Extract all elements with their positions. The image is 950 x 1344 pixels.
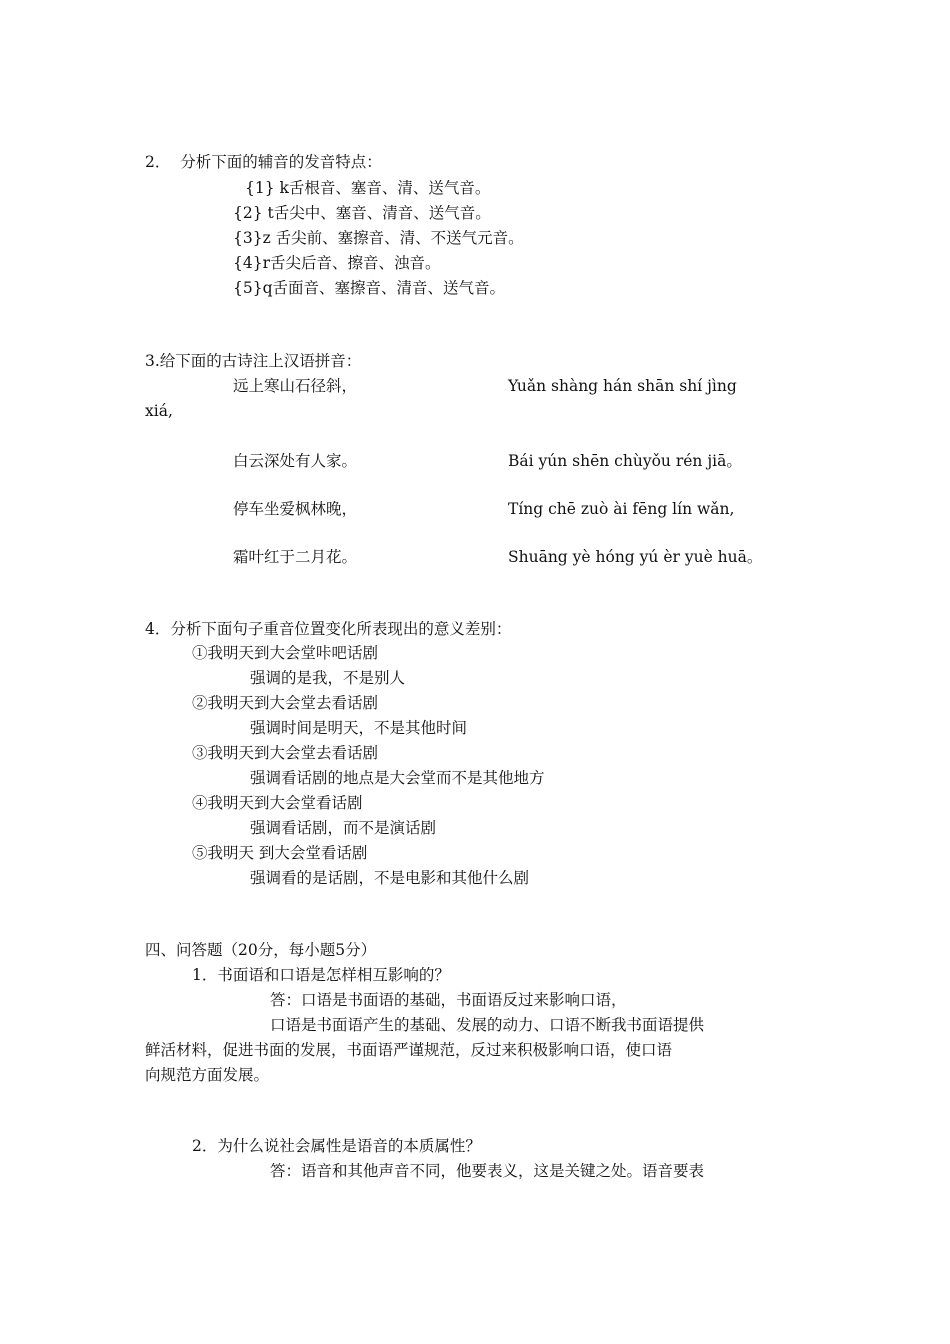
poem-line-3-pinyin: Tíng chē zuò ài fēng lín wǎn, [508,500,735,518]
q4-sentence-5: ⑤我明天 到大会堂看话剧 [192,844,368,862]
q4-note-2: 强调时间是明天，不是其他时间 [250,719,468,737]
poem-line-1-pinyin-wrap: xiá, [145,402,173,420]
q4-heading: 4．分析下面句子重音位置变化所表现出的意义差别： [145,620,512,638]
q4-note-4: 强调看话剧，而不是演话剧 [250,819,437,837]
q2-item-1: {1} k舌根音、塞音、清、送气音。 [245,179,491,197]
s4-q1-question: 1．书面语和口语是怎样相互影响的？ [192,966,450,984]
q4-sentence-2: ②我明天到大会堂去看话剧 [192,694,379,712]
q4-sentence-3: ③我明天到大会堂去看话剧 [192,744,379,762]
q4-note-1: 强调的是我，不是别人 [250,669,406,687]
q2-item-3: {3}z 舌尖前、塞擦音、清、不送气元音。 [233,229,524,247]
section4-heading: 四、问答题（20分，每小题5分） [145,941,377,959]
q2-item-2: {2} t舌尖中、塞音、清音、送气音。 [233,204,491,222]
q2-item-4: {4}r舌尖后音、擦音、浊音。 [233,254,441,272]
poem-line-1-cn: 远上寒山石径斜， [233,377,358,395]
s4-q1-answer-line-2: 口语是书面语产生的基础、发展的动力、口语不断我书面语提供 [270,1016,705,1034]
q4-note-5: 强调看的是话剧，不是电影和其他什么剧 [250,869,530,887]
q4-sentence-4: ④我明天到大会堂看话剧 [192,794,363,812]
q4-sentence-1: ①我明天到大会堂咔吧话剧 [192,644,379,662]
poem-line-1-pinyin: Yuǎn shàng hán shān shí jìng [508,377,737,395]
s4-q2-question: 2．为什么说社会属性是语音的本质属性？ [192,1137,481,1155]
s4-q1-answer-line-1: 答：口语是书面语的基础，书面语反过来影响口语， [270,991,627,1009]
poem-line-4-pinyin: Shuāng yè hóng yú èr yuè huā。 [508,548,763,566]
q4-note-3: 强调看话剧的地点是大会堂而不是其他地方 [250,769,545,787]
poem-line-2-pinyin: Bái yún shēn chùyǒu rén jiā。 [508,452,742,470]
poem-line-3-cn: 停车坐爱枫林晚， [233,500,358,518]
poem-line-2-cn: 白云深处有人家。 [233,452,358,470]
s4-q2-answer-line-1: 答：语音和其他声音不同，他要表义，这是关键之处。语音要表 [270,1162,705,1180]
s4-q1-answer-line-4: 向规范方面发展。 [145,1066,270,1084]
q3-heading: 3.给下面的古诗注上汉语拼音： [145,352,362,370]
s4-q1-answer-line-3: 鲜活材料，促进书面的发展，书面语严谨规范，反过来积极影响口语，使口语 [145,1041,673,1059]
q2-item-5: {5}q舌面音、塞擦音、清音、送气音。 [233,279,506,297]
q2-heading: 2． 分析下面的辅音的发音特点： [145,153,382,171]
poem-line-4-cn: 霜叶红于二月花。 [233,548,358,566]
